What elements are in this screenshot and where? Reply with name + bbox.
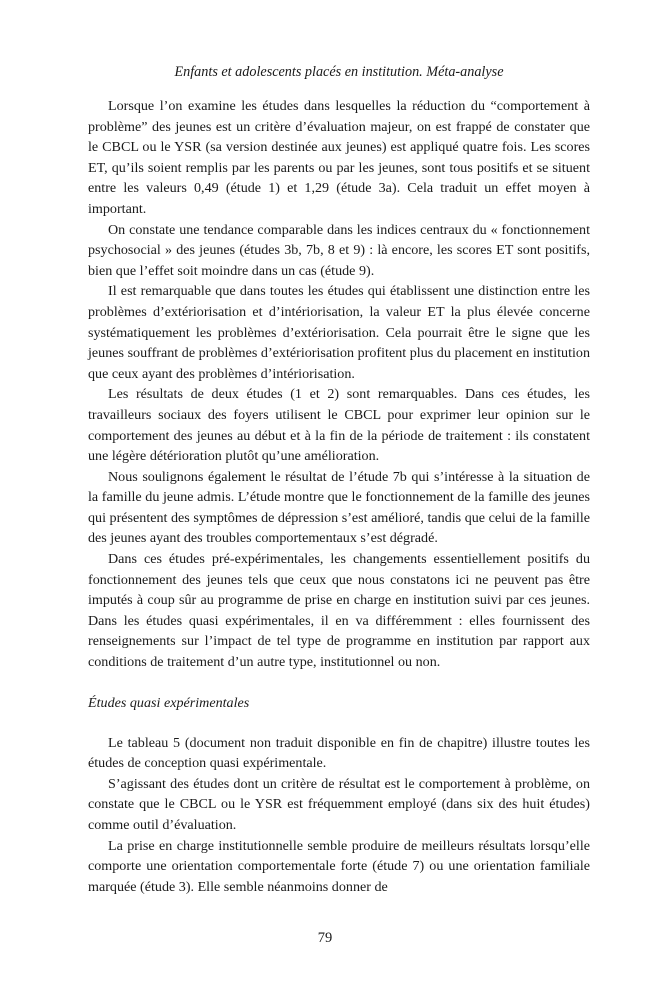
paragraph: On constate une tendance comparable dans les indices centraux du « fonctionnement psychosocial » des jeunes (études 3b, 7b, 8 et 9) : là encore, les scores ET sont positifs, bien que l’effet soit moindre dans un cas (étude 9). — [88, 221, 590, 279]
paragraph: Lorsque l’on examine les études dans lesquelles la réduction du “comportement à problème” des jeunes est un critère d’évaluation majeur, on est frappé de constater que le CBCL ou le YSR (sa version destinée aux jeunes) est appliqué quatre fois. Les scores ET, qu’ils soient remplis par les parents ou par les jeunes, sont tous positifs et se situent entre les valeurs 0,49 (étude 1) et 1,29 (étude 3a). Cela traduit un effet moyen à important. — [88, 98, 590, 217]
page-content — [88, 62, 590, 897]
paragraph: Les résultats de deux études (1 et 2) sont remarquables. Dans ces études, les travailleurs sociaux des foyers utilisent le CBCL pour exprimer leur opinion sur le comportement des jeunes au début et à la fin de la période de traitement : ils constatent une légère détérioration plutôt qu’une amélioration. — [88, 386, 590, 465]
paragraph: S’agissant des études dont un critère de résultat est le comportement à problème, on constate que le CBCL ou le YSR est fréquemment employé (dans six des huit études) comme outil d’évaluation. — [88, 775, 590, 833]
paragraph: Dans ces études pré-expérimentales, les changements essentiellement positifs du fonctionnement des jeunes tels que ceux que nous constatons ici ne peuvent pas être imputés à coup sûr au programme de prise en charge en institution suivi par ces jeunes. Dans les études quasi expérimentales, il en va différemment : elles fournissent des renseignements sur l’impact de tel type de programme en institution par rapport aux conditions de traitement d’un autre type, institutionnel ou non. — [88, 551, 590, 671]
paragraph: Le tableau 5 (document non traduit disponible en fin de chapitre) illustre toutes les études de conception quasi expérimentale. — [88, 734, 590, 772]
section-heading: Études quasi expérimentales — [88, 694, 250, 711]
paragraph: Nous soulignons également le résultat de l’étude 7b qui s’intéresse à la situation de la famille du jeune admis. L’étude montre que le fonctionnement de la famille des jeunes qui présentent des symptômes de dépression s’est amélioré, tandis que celui de la famille des jeunes ayant des troubles comportementaux s’est dégradé. — [88, 468, 590, 547]
page-number: 79 — [317, 930, 333, 946]
running-header: Enfants et adolescents placés en institution. Méta-analyse — [174, 64, 504, 80]
paragraph: La prise en charge institutionnelle semble produire de meilleurs résultats lorsqu’elle comporte une orientation comportementale forte (étude 7) ou une orientation familiale marquée (étude 3). Elle semble néanmoins donner de — [88, 837, 590, 895]
paragraph: Il est remarquable que dans toutes les études qui établissent une distinction entre les problèmes d’extériorisation et d’intériorisation, la valeur ET la plus élevée concerne systématiquement les problèmes d’extériorisation. Cela pourrait être le signe que les jeunes souffrant de problèmes d’extériorisation profitent plus du placement en institution que ceux ayant des problèmes d’intériorisation. — [88, 283, 590, 382]
